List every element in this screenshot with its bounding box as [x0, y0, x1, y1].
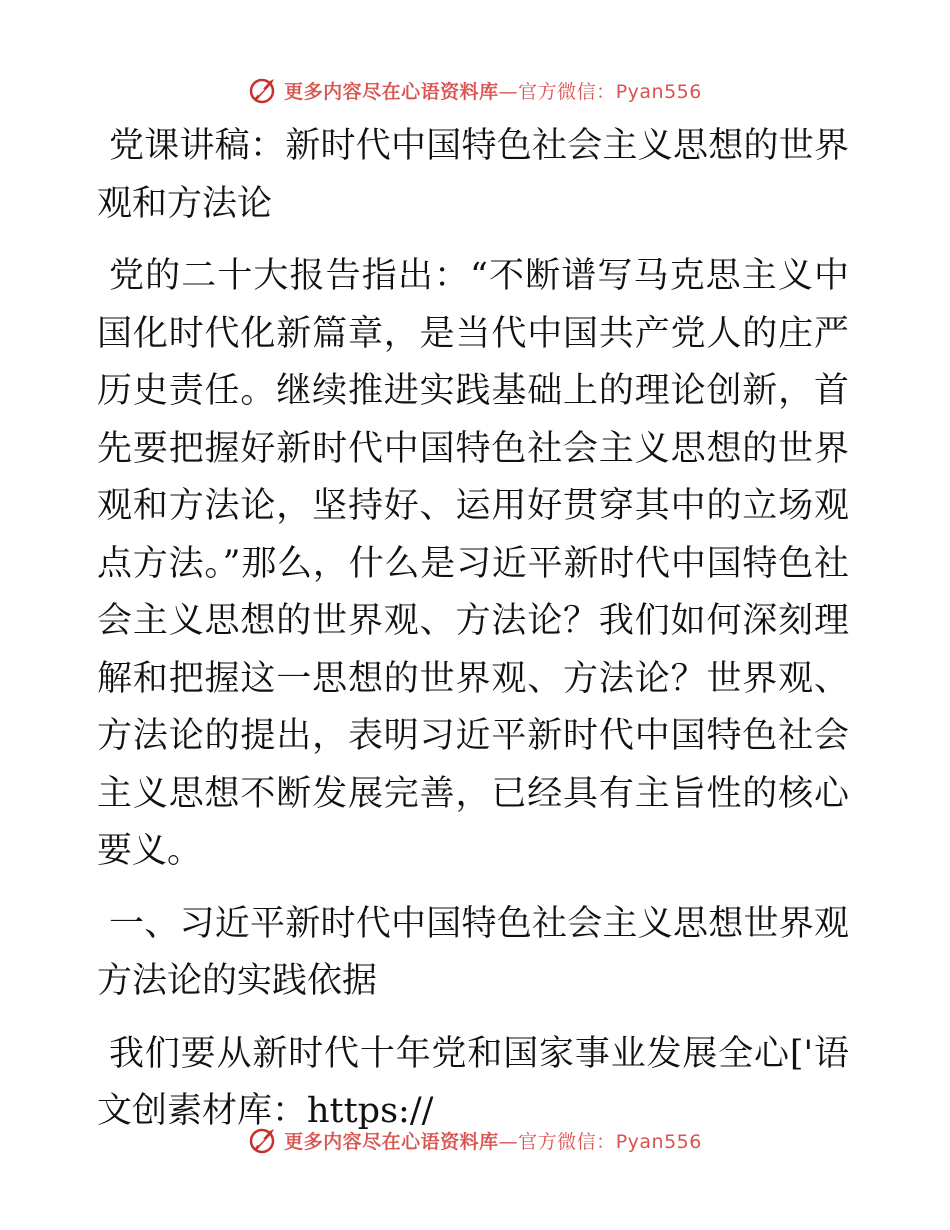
- paragraph-1: 党的二十大报告指出：“不断谱写马克思主义中国化时代化新篇章，是当代中国共产党人的庄严历史责任。继续推进实践基础上的理论创新，首先要把握好新时代中国特色社会主义思想的世界观和方法论，坚持好、运用好贯穿其中的立场观点方法。”那么，什么是习近平新时代中国特色社会主义思想的世界观、方法论？我们如何深刻理解和把握这一思想的世界观、方法论？世界观、方法论的提出，表明习近平新时代中国特色社会主义思想不断发展完善，已经具有主旨性的核心要义。: [97, 256, 849, 871]
- watermark-header: [0, 70, 950, 110]
- watermark-text: [284, 1127, 702, 1154]
- watermark-wechat-id: Pyan556: [615, 80, 702, 103]
- watermark-dash: —: [498, 80, 519, 103]
- watermark-wechat-id: Pyan556: [615, 1130, 702, 1153]
- watermark-wechat-label: 官方微信：: [518, 80, 616, 103]
- paragraph-2: 我们要从新时代十年党和国家事业发展全心['语文创素材库：https://: [97, 1033, 849, 1131]
- watermark-brand: 更多内容尽在心语资料库: [284, 1130, 499, 1153]
- watermark-footer: [0, 1120, 950, 1160]
- watermark-wechat-label: 官方微信：: [518, 1130, 616, 1153]
- section-1-heading: 一、习近平新时代中国特色社会主义思想世界观方法论的实践依据: [97, 903, 849, 1001]
- quill-logo-icon: [248, 75, 278, 105]
- watermark-dash: —: [498, 1130, 519, 1153]
- quill-logo-icon: [248, 1125, 278, 1155]
- watermark-text: [284, 77, 702, 104]
- watermark-brand: 更多内容尽在心语资料库: [284, 80, 499, 103]
- document-title: 党课讲稿：新时代中国特色社会主义思想的世界观和方法论: [97, 126, 849, 224]
- document-body: [97, 118, 849, 1156]
